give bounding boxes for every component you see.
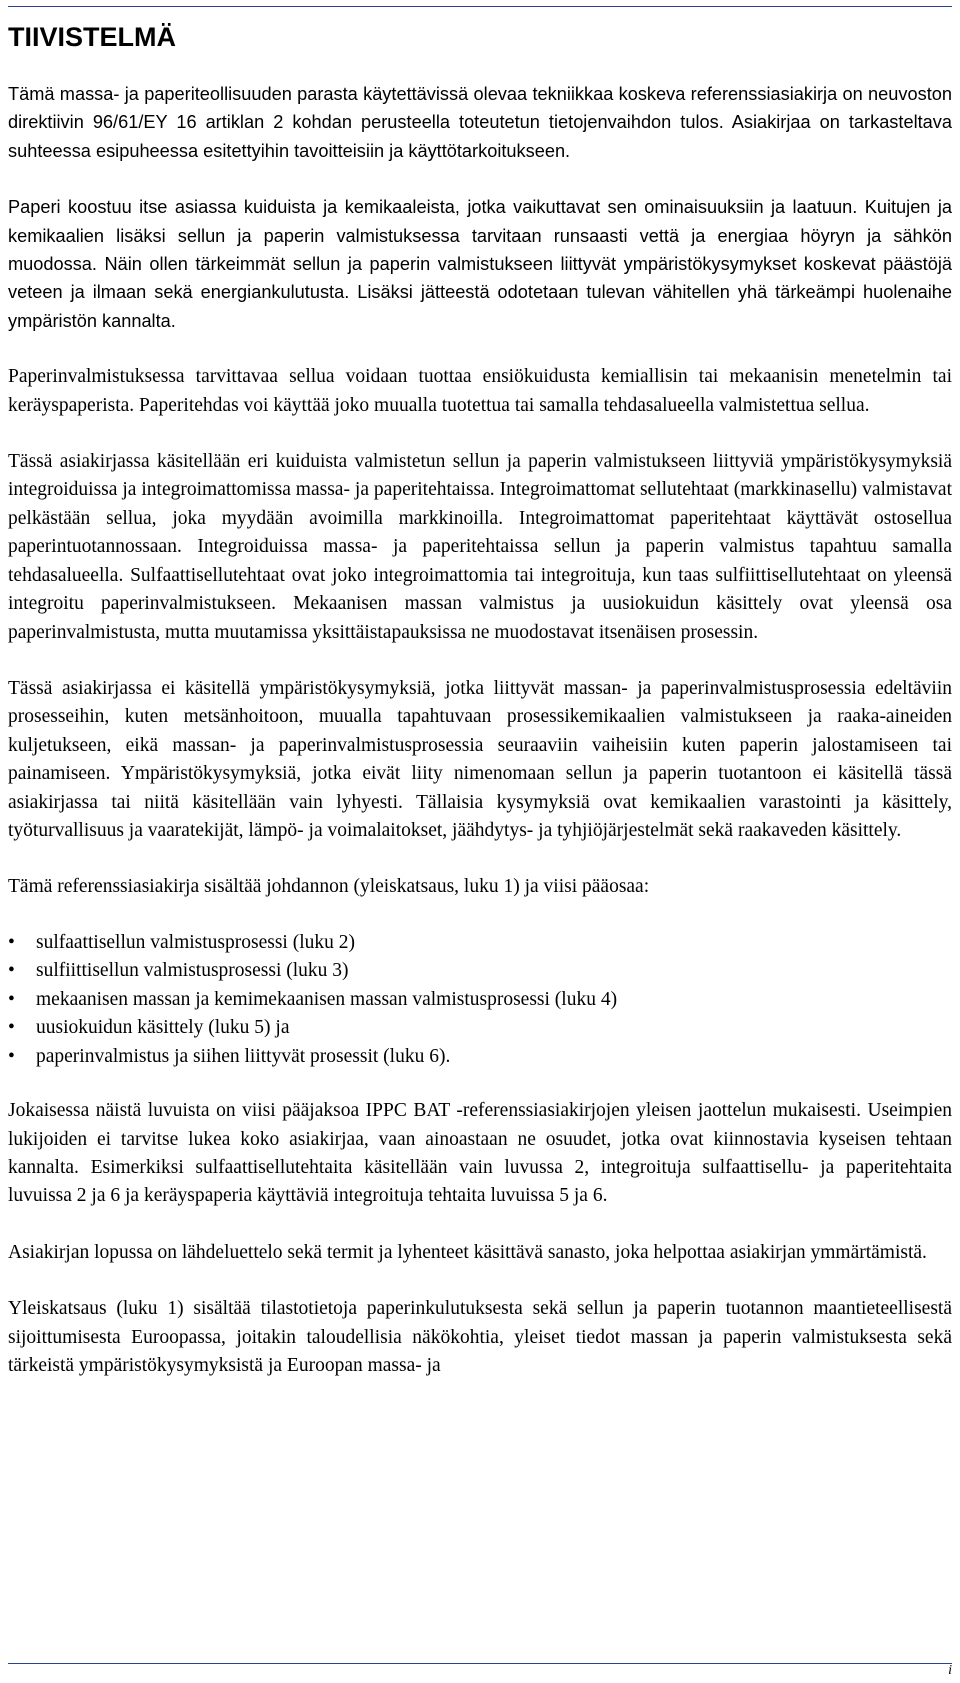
bullet-icon: • <box>8 1045 15 1067</box>
header-rule <box>8 6 952 7</box>
paragraph-paper-composition: Paperi koostuu itse asiassa kuiduista ja kemikaaleista, jotka vaikuttavat sen ominaisuuksiin ja laatuun. Kuitujen ja kemikaalien lisäksi sellun ja paperin valmistuksessa tarvitaan runsaasti vettä ja energiaa höyryn ja sähkön muodossa. Näin ollen tärkeimmät sellun ja paperin valmistukseen liittyvät ympäristökysymykset koskevat päästöjä veteen ja ilmaan sekä energiankulutusta. Lisäksi jätteestä odotetaan tulevan vähitellen yhä tärkeämpi huolenaihe ympäristön kannalta. <box>8 197 952 331</box>
paragraph-references: Asiakirjan lopussa on lähdeluettelo sekä termit ja lyhenteet käsittävä sanasto, joka helpottaa asiakirjan ymmärtämistä. <box>8 1241 927 1263</box>
footer-rule <box>8 1663 952 1664</box>
list-item-text: uusiokuidun käsittely (luku 5) ja <box>36 1017 290 1039</box>
bullet-icon: • <box>8 1017 15 1039</box>
list-item-text: paperinvalmistus ja siihen liittyvät prosessit (luku 6). <box>36 1045 451 1067</box>
page-number: i <box>948 1663 952 1678</box>
paragraph-chapter-structure: Jokaisessa näistä luvuista on viisi pääjaksoa IPPC BAT -referenssiasiakirjojen yleisen jaottelun mukaisesti. Useimpien lukijoiden ei tarvitse lukea koko asiakirjaa, vaan ainoastaan ne osuudet, jotka ovat kiinnostavia kyseisen tehtaan kannalta. Esimerkiksi sulfaattisellutehtaita käsitellään vain luvussa 2, integroituja sulfaattisellu- ja paperitehtaita luvuissa 2 ja 6 ja keräyspaperia käyttäviä integroituja tehtaita luvuissa 5 ja 6. <box>8 1100 952 1207</box>
paragraph-overview: Yleiskatsaus (luku 1) sisältää tilastotietoja paperinkulutuksesta sekä sellun ja paperin tuotannon maantieteellisestä sijoittumisesta Euroopassa, joitakin taloudellisia näkökohtia, yleiset tiedot massan ja paperin valmistuksesta sekä tärkeistä ympäristökysymyksistä ja Euroopan massa- ja <box>8 1298 952 1377</box>
paragraph-pulp-sources: Paperinvalmistuksessa tarvittavaa sellua voidaan tuottaa ensiökuidusta kemiallisin tai mekaanisin menetelmin tai keräyspaperista. Paperitehdas voi käyttää joko muualla tuotettua tai samalla tehdasalueella valmistettua sellua. <box>8 366 952 416</box>
list-item-text: sulfiittisellun valmistusprosessi (luku 3) <box>36 960 349 982</box>
page-title: TIIVISTELMÄ <box>8 22 176 52</box>
paragraph-exclusions: Tässä asiakirjassa ei käsitellä ympäristökysymyksiä, jotka liittyvät massan- ja paperinvalmistusprosessia edeltäviin prosesseihin, kuten metsänhoitoon, muualla tapahtuvaan prosessikemikaalien valmistukseen ja raaka-aineiden kuljetukseen, eikä massan- ja paperinvalmistusprosessia seuraaviin vaiheisiin kuten paperin jalostamiseen tai painamiseen. Ympäristökysymyksiä, jotka eivät liity nimenomaan sellun ja paperin tuotantoon ei käsitellä tässä asiakirjassa tai niitä käsitellään vain lyhyesti. Tällaisia kysymyksiä ovat kemikaalien varastointi ja käsittely, työturvallisuus ja vaaratekijät, lämpö- ja voimalaitokset, jäähdytys- ja tyhjiöjärjestelmät sekä raakaveden käsittely. <box>8 677 952 841</box>
list-intro: Tämä referenssiasiakirja sisältää johdannon (yleiskatsaus, luku 1) ja viisi pääosaa: <box>8 876 650 898</box>
document-body <box>8 22 952 1381</box>
bullet-icon: • <box>8 960 15 982</box>
list-item <box>8 986 952 1015</box>
chapter-list <box>8 929 952 1072</box>
list-item <box>8 957 952 986</box>
list-item <box>8 1014 952 1043</box>
paragraph-intro: Tämä massa- ja paperiteollisuuden parasta käytettävissä olevaa tekniikkaa koskeva referenssiasiakirja on neuvoston direktiivin 96/61/EY 16 artiklan 2 kohdan perusteella toteutetun tietojenvaihdon tulos. Asiakirjaa on tarkasteltava suhteessa esipuheessa esitettyihin tavoitteisiin ja käyttötarkoitukseen. <box>8 84 952 161</box>
list-item-text: mekaanisen massan ja kemimekaanisen massan valmistusprosessi (luku 4) <box>36 988 618 1010</box>
list-item-text: sulfaattisellun valmistusprosessi (luku 2) <box>36 931 356 953</box>
bullet-icon: • <box>8 931 15 953</box>
bullet-icon: • <box>8 988 15 1010</box>
list-item <box>8 1043 952 1072</box>
list-item <box>8 929 952 958</box>
paragraph-scope: Tässä asiakirjassa käsitellään eri kuiduista valmistetun sellun ja paperin valmistukseen liittyviä ympäristökysymyksiä integroiduissa ja integroimattomissa massa- ja paperitehtaissa. Integroimattomat sellutehtaat (markkinasellu) valmistavat pelkästään sellua, joka myydään avoimilla markkinoilla. Integroimattomat paperitehtaat käyttävät ostosellua paperintuotannossaan. Integroiduissa massa- ja paperitehtaissa sellun ja paperin valmistus tapahtuu samalla tehdasalueella. Sulfaattisellutehtaat ovat joko integroimattomia tai integroituja, kun taas sulfiittisellutehtaat on yleensä integroitu paperinvalmistukseen. Mekaanisen massan valmistus ja uusiokuidun käsittely ovat yleensä osa paperinvalmistusta, mutta muutamissa yksittäistapauksissa ne muodostavat itsenäisen prosessin. <box>8 451 952 643</box>
